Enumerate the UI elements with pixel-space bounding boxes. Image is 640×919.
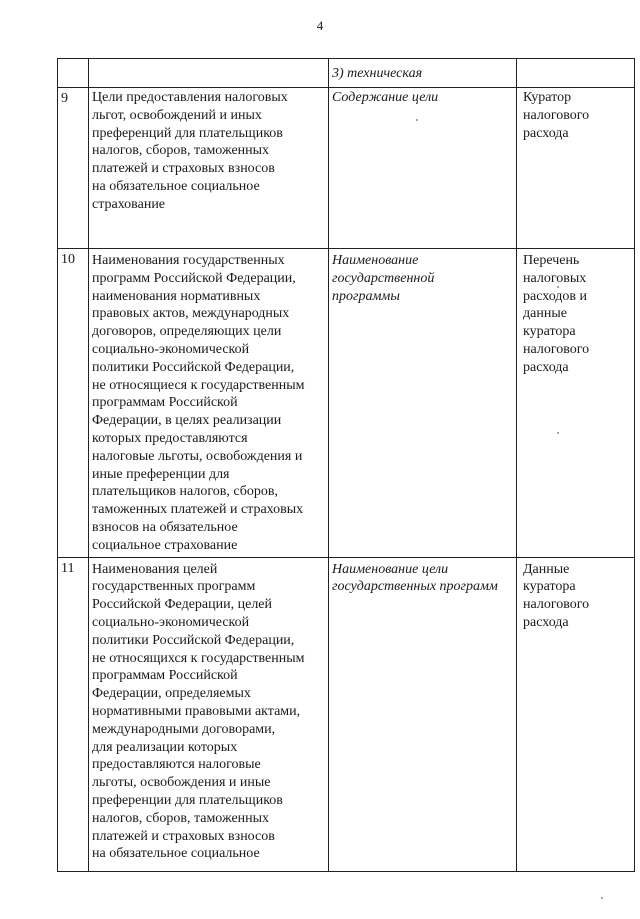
table-row-continuation [58,59,635,88]
table-row [58,249,635,558]
cell-source: Данные куратора налогового расхода [517,557,635,871]
indicators-table [57,58,635,872]
cell-name: Наименования целей государственных программ Российской Федерации, целей социально-экономической политики Российской Федерации, не относящихся к государственным программам Российской Федерации, определяемых нормативными правовыми актами, международными договорами, для реализации которых предоставляются налоговые льготы, освобождения и иные преференции для плательщиков налогов, сборов, таможенных платежей и страховых взносов на обязательное социальное [89,557,329,871]
cell-name: Наименования государственных программ Российской Федерации, наименования нормативных правовых актов, международных договоров, определяющих цели социально-экономической политики Российской Федерации, не относящиеся к государственным программам Российской Федерации, в целях реализации которых предоставляются налоговые льготы, освобождения и иные преференции для плательщиков налогов, сборов, таможенных платежей и страховых взносов на обязательное социальное страхование [89,249,329,558]
cell-source: Куратор налогового расхода [517,88,635,249]
cell-number: 11 [58,557,89,871]
cell-source: Перечень налоговых расходов и данные куратора налогового расхода [517,249,635,558]
continuation-label: 3) техническая [332,66,423,81]
cell-value: Содержание цели [329,88,517,249]
cell-number: 10 [58,249,89,558]
page-number: 4 [316,18,324,33]
cell-number: 9 [58,88,89,249]
cell-value: Наименование государственной программы [329,249,517,558]
scan-speck [601,897,603,899]
scan-speck [557,432,559,434]
scan-speck [416,119,418,121]
cell-name: Цели предоставления налоговых льгот, освобождений и иных преференций для плательщиков налогов, сборов, таможенных платежей и страховых взносов на обязательное социальное страхование [89,88,329,249]
cell-name [89,59,329,88]
cell-value: Наименование цели государственных программ [329,557,517,871]
cell-value [329,59,517,88]
scan-speck [557,286,559,288]
table-row [58,88,635,249]
cell-source [517,59,635,88]
table-row [58,557,635,871]
cell-number [58,59,89,88]
